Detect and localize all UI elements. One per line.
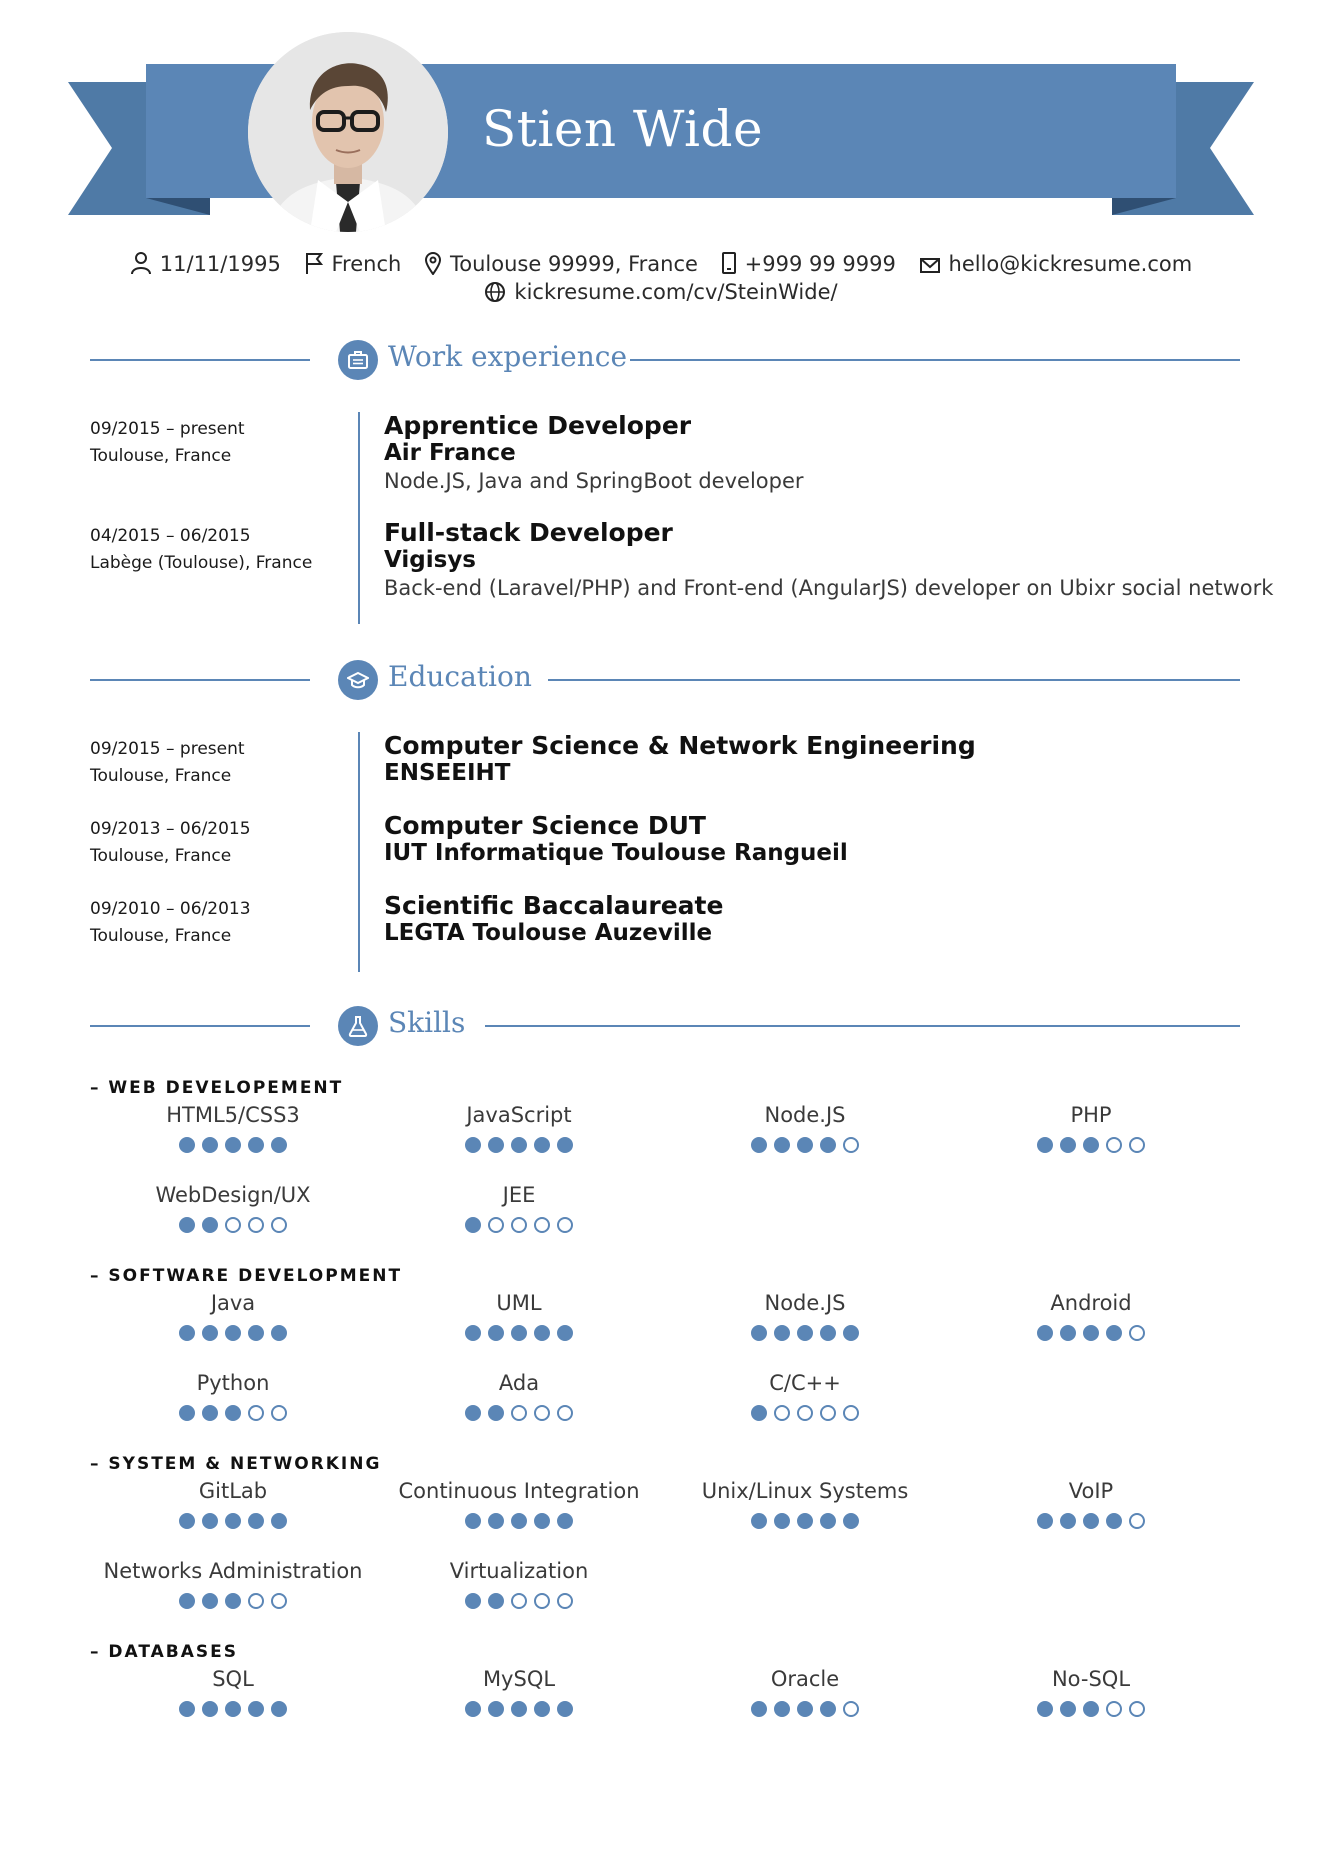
skill-name: UML xyxy=(496,1291,542,1315)
rating-dot-filled xyxy=(202,1593,218,1609)
rating-dot-filled xyxy=(465,1513,481,1529)
rating-dot-empty xyxy=(1129,1137,1145,1153)
rating-dot-filled xyxy=(225,1325,241,1341)
rating-dot-empty xyxy=(1106,1137,1122,1153)
skill-rating xyxy=(90,1593,376,1609)
skill-name: Unix/Linux Systems xyxy=(701,1479,909,1503)
address: Toulouse 99999, France xyxy=(424,250,698,278)
skill-name: Ada xyxy=(498,1371,540,1395)
degree-title: Scientific Baccalaureate xyxy=(384,891,724,920)
skill-item xyxy=(90,1289,376,1369)
degree-title: Computer Science & Network Engineering xyxy=(384,731,976,760)
divider-line xyxy=(548,679,1240,681)
rating-dot-filled xyxy=(179,1325,195,1341)
divider-line xyxy=(90,359,310,361)
divider-line xyxy=(90,679,310,681)
skill-rating xyxy=(662,1405,948,1421)
rating-dot-empty xyxy=(843,1701,859,1717)
rating-dot-filled xyxy=(248,1701,264,1717)
graduation-cap-icon xyxy=(347,669,369,691)
skill-name: HTML5/CSS3 xyxy=(166,1103,300,1127)
skill-rating xyxy=(376,1217,662,1233)
skill-rating xyxy=(948,1701,1234,1717)
skill-item xyxy=(662,1477,948,1557)
employer: Air France xyxy=(384,440,516,466)
rating-dot-filled xyxy=(534,1137,550,1153)
skill-name: Android xyxy=(1050,1291,1132,1315)
skill-item xyxy=(376,1289,662,1369)
rating-dot-filled xyxy=(1037,1137,1053,1153)
rating-dot-empty xyxy=(557,1593,573,1609)
rating-dot-empty xyxy=(511,1217,527,1233)
skill-rating xyxy=(90,1137,376,1153)
email: hello@kickresume.com xyxy=(919,250,1193,278)
skill-item xyxy=(90,1665,376,1745)
skill-rating xyxy=(90,1325,376,1341)
skill-name: VoIP xyxy=(1068,1479,1114,1503)
rating-dot-filled xyxy=(488,1137,504,1153)
skill-rating xyxy=(90,1405,376,1421)
rating-dot-empty xyxy=(271,1593,287,1609)
degree-title: Computer Science DUT xyxy=(384,811,706,840)
briefcase-icon xyxy=(347,349,369,371)
rating-dot-empty xyxy=(248,1217,264,1233)
rating-dot-filled xyxy=(534,1325,550,1341)
rating-dot-empty xyxy=(1129,1325,1145,1341)
rating-dot-filled xyxy=(1083,1701,1099,1717)
rating-dot-filled xyxy=(488,1593,504,1609)
rating-dot-empty xyxy=(271,1405,287,1421)
rating-dot-filled xyxy=(179,1593,195,1609)
rating-dot-empty xyxy=(225,1217,241,1233)
rating-dot-filled xyxy=(465,1701,481,1717)
section-badge xyxy=(338,660,378,700)
rating-dot-filled xyxy=(488,1513,504,1529)
skills-header xyxy=(90,1004,1240,1048)
skill-name: MySQL xyxy=(482,1667,556,1691)
skill-item xyxy=(90,1369,376,1449)
rating-dot-empty xyxy=(557,1217,573,1233)
skill-name: Java xyxy=(210,1291,256,1315)
skill-rating xyxy=(662,1325,948,1341)
rating-dot-filled xyxy=(488,1701,504,1717)
rating-dot-filled xyxy=(1083,1513,1099,1529)
rating-dot-filled xyxy=(1037,1513,1053,1529)
skill-name: Node.JS xyxy=(764,1291,846,1315)
rating-dot-filled xyxy=(225,1513,241,1529)
job-description: Node.JS, Java and SpringBoot developer xyxy=(384,469,804,493)
rating-dot-filled xyxy=(1060,1701,1076,1717)
skill-rating xyxy=(948,1137,1234,1153)
rating-dot-filled xyxy=(1037,1325,1053,1341)
skill-name: Networks Administration xyxy=(103,1559,363,1583)
rating-dot-filled xyxy=(179,1701,195,1717)
skill-rating xyxy=(376,1325,662,1341)
phone-icon xyxy=(721,251,737,275)
job-description: Back-end (Laravel/PHP) and Front-end (AngularJS) developer on Ubixr social network xyxy=(384,576,1274,600)
skill-item xyxy=(376,1557,662,1637)
rating-dot-filled xyxy=(751,1701,767,1717)
rating-dot-filled xyxy=(511,1137,527,1153)
institution: ENSEEIHT xyxy=(384,760,511,786)
flag-icon xyxy=(304,251,324,275)
divider-line xyxy=(485,1025,1240,1027)
rating-dot-filled xyxy=(202,1137,218,1153)
section-title: Skills xyxy=(388,1006,466,1039)
rating-dot-filled xyxy=(465,1405,481,1421)
location-pin-icon xyxy=(424,251,442,275)
rating-dot-filled xyxy=(271,1513,287,1529)
rating-dot-empty xyxy=(557,1405,573,1421)
rating-dot-empty xyxy=(1106,1701,1122,1717)
institution: IUT Informatique Toulouse Rangueil xyxy=(384,840,848,866)
skill-category-title: – WEB DEVELOPEMENT xyxy=(90,1078,344,1098)
job-title: Full-stack Developer xyxy=(384,518,673,547)
skill-category xyxy=(90,1075,1240,1261)
rating-dot-filled xyxy=(225,1137,241,1153)
skill-name: Oracle xyxy=(770,1667,840,1691)
rating-dot-filled xyxy=(797,1513,813,1529)
rating-dot-filled xyxy=(248,1137,264,1153)
rating-dot-filled xyxy=(465,1217,481,1233)
skill-category xyxy=(90,1263,1240,1449)
rating-dot-filled xyxy=(843,1325,859,1341)
rating-dot-filled xyxy=(179,1405,195,1421)
skill-item xyxy=(662,1665,948,1745)
skill-name: PHP xyxy=(1070,1103,1112,1127)
divider-line xyxy=(90,1025,310,1027)
skill-item xyxy=(662,1369,948,1449)
rating-dot-empty xyxy=(820,1405,836,1421)
skill-item xyxy=(376,1181,662,1261)
skill-name: C/C++ xyxy=(769,1371,841,1395)
rating-dot-filled xyxy=(465,1325,481,1341)
rating-dot-filled xyxy=(774,1325,790,1341)
timeline-line xyxy=(358,732,360,972)
envelope-icon xyxy=(919,255,941,275)
job-title: Apprentice Developer xyxy=(384,411,692,440)
skill-category-title: – DATABASES xyxy=(90,1642,239,1662)
rating-dot-filled xyxy=(248,1325,264,1341)
candidate-name: Stien Wide xyxy=(482,100,764,158)
skill-name: Virtualization xyxy=(449,1559,589,1583)
skill-item xyxy=(376,1665,662,1745)
skill-name: Continuous Integration xyxy=(398,1479,640,1503)
skill-rating xyxy=(376,1513,662,1529)
rating-dot-filled xyxy=(1037,1701,1053,1717)
rating-dot-empty xyxy=(271,1217,287,1233)
rating-dot-filled xyxy=(488,1325,504,1341)
rating-dot-filled xyxy=(271,1701,287,1717)
skill-rating xyxy=(662,1513,948,1529)
education-entries: 09/2015 – present Toulouse, France Computer Science & Network Engineering ENSEEIHT 09/2013 – 06/2015 Toulouse, France Computer Science DUT IUT Informatique Toulouse Rangueil 09/2010 – 06/2013 Toulouse, France Scientific Baccalaureate LEGTA Toulouse Auzeville xyxy=(90,732,1250,972)
rating-dot-filled xyxy=(751,1405,767,1421)
rating-dot-filled xyxy=(271,1325,287,1341)
rating-dot-filled xyxy=(248,1513,264,1529)
rating-dot-empty xyxy=(488,1217,504,1233)
skill-rating xyxy=(376,1701,662,1717)
skill-name: GitLab xyxy=(198,1479,268,1503)
timeline-line xyxy=(358,412,360,624)
rating-dot-filled xyxy=(557,1137,573,1153)
rating-dot-filled xyxy=(271,1137,287,1153)
rating-dot-empty xyxy=(774,1405,790,1421)
skill-rating xyxy=(376,1137,662,1153)
skill-name: JavaScript xyxy=(466,1103,572,1127)
rating-dot-filled xyxy=(1060,1513,1076,1529)
skill-item xyxy=(376,1101,662,1181)
skill-name: Node.JS xyxy=(764,1103,846,1127)
rating-dot-filled xyxy=(465,1137,481,1153)
rating-dot-empty xyxy=(248,1593,264,1609)
rating-dot-filled xyxy=(774,1137,790,1153)
skill-category-title: – SYSTEM & NETWORKING xyxy=(90,1454,382,1474)
rating-dot-filled xyxy=(820,1701,836,1717)
rating-dot-filled xyxy=(797,1137,813,1153)
flask-icon xyxy=(347,1015,369,1037)
rating-dot-filled xyxy=(202,1405,218,1421)
contact-info xyxy=(0,250,1322,306)
work-entries: 09/2015 – present Toulouse, France Apprentice Developer Air France Node.JS, Java and SpringBoot developer 04/2015 – 06/2015 Labège (Toulouse), France Full-stack Developer Vigisys Back-end (Laravel/PHP) and Front-end (AngularJS) developer on Ubixr social network xyxy=(90,412,1250,624)
skill-category-title: – SOFTWARE DEVELOPMENT xyxy=(90,1266,403,1286)
skill-name: WebDesign/UX xyxy=(155,1183,311,1207)
profile-photo xyxy=(248,32,448,232)
rating-dot-filled xyxy=(797,1701,813,1717)
rating-dot-filled xyxy=(774,1701,790,1717)
employer: Vigisys xyxy=(384,547,476,573)
rating-dot-filled xyxy=(1060,1325,1076,1341)
rating-dot-filled xyxy=(534,1513,550,1529)
rating-dot-filled xyxy=(225,1593,241,1609)
skill-item xyxy=(948,1477,1234,1557)
rating-dot-filled xyxy=(1106,1513,1122,1529)
rating-dot-filled xyxy=(225,1701,241,1717)
rating-dot-filled xyxy=(1060,1137,1076,1153)
rating-dot-filled xyxy=(511,1701,527,1717)
rating-dot-filled xyxy=(179,1217,195,1233)
rating-dot-empty xyxy=(534,1217,550,1233)
skill-rating xyxy=(662,1137,948,1153)
skill-rating xyxy=(376,1593,662,1609)
education-header xyxy=(90,658,1240,702)
rating-dot-filled xyxy=(202,1513,218,1529)
person-icon xyxy=(130,251,152,275)
section-title: Education xyxy=(388,660,532,693)
rating-dot-empty xyxy=(534,1405,550,1421)
rating-dot-empty xyxy=(1129,1513,1145,1529)
skill-item xyxy=(948,1101,1234,1181)
rating-dot-empty xyxy=(248,1405,264,1421)
skill-rating xyxy=(90,1701,376,1717)
skill-item xyxy=(376,1369,662,1449)
website: kickresume.com/cv/SteinWide/ xyxy=(484,278,837,306)
divider-line xyxy=(630,359,1240,361)
rating-dot-empty xyxy=(534,1593,550,1609)
phone: +999 99 9999 xyxy=(721,250,896,278)
skill-item xyxy=(90,1101,376,1181)
skill-item xyxy=(90,1181,376,1261)
birthdate: 11/11/1995 xyxy=(130,250,281,278)
skill-name: No-SQL xyxy=(1051,1667,1131,1691)
skill-item xyxy=(90,1557,376,1637)
skill-rating xyxy=(948,1513,1234,1529)
globe-icon xyxy=(484,281,506,303)
rating-dot-filled xyxy=(465,1593,481,1609)
skill-rating xyxy=(376,1405,662,1421)
rating-dot-filled xyxy=(202,1217,218,1233)
rating-dot-empty xyxy=(843,1405,859,1421)
skill-category xyxy=(90,1639,1240,1745)
rating-dot-filled xyxy=(202,1701,218,1717)
skill-item xyxy=(376,1477,662,1557)
rating-dot-filled xyxy=(843,1513,859,1529)
rating-dot-filled xyxy=(820,1137,836,1153)
skill-category xyxy=(90,1451,1240,1637)
skill-item xyxy=(662,1101,948,1181)
skill-name: JEE xyxy=(502,1183,536,1207)
rating-dot-empty xyxy=(1129,1701,1145,1717)
rating-dot-filled xyxy=(557,1325,573,1341)
rating-dot-filled xyxy=(488,1405,504,1421)
skill-name: Python xyxy=(196,1371,270,1395)
section-badge xyxy=(338,1006,378,1046)
work-experience-header xyxy=(90,338,1240,382)
skill-item xyxy=(662,1289,948,1369)
rating-dot-empty xyxy=(511,1593,527,1609)
rating-dot-empty xyxy=(511,1405,527,1421)
skill-name: SQL xyxy=(212,1667,254,1691)
rating-dot-filled xyxy=(511,1513,527,1529)
rating-dot-empty xyxy=(843,1137,859,1153)
nationality: French xyxy=(304,250,402,278)
rating-dot-filled xyxy=(751,1137,767,1153)
rating-dot-filled xyxy=(179,1513,195,1529)
skill-rating xyxy=(90,1217,376,1233)
skill-item xyxy=(948,1665,1234,1745)
rating-dot-filled xyxy=(202,1325,218,1341)
rating-dot-filled xyxy=(820,1513,836,1529)
rating-dot-filled xyxy=(511,1325,527,1341)
skill-rating xyxy=(90,1513,376,1529)
rating-dot-filled xyxy=(774,1513,790,1529)
rating-dot-filled xyxy=(225,1405,241,1421)
rating-dot-filled xyxy=(557,1701,573,1717)
section-badge xyxy=(338,340,378,380)
rating-dot-filled xyxy=(534,1701,550,1717)
rating-dot-filled xyxy=(751,1513,767,1529)
skill-rating xyxy=(662,1701,948,1717)
rating-dot-empty xyxy=(797,1405,813,1421)
rating-dot-filled xyxy=(1083,1137,1099,1153)
section-title: Work experience xyxy=(388,340,628,373)
rating-dot-filled xyxy=(797,1325,813,1341)
skills-list xyxy=(90,1075,1240,1747)
institution: LEGTA Toulouse Auzeville xyxy=(384,920,713,946)
rating-dot-filled xyxy=(557,1513,573,1529)
rating-dot-filled xyxy=(751,1325,767,1341)
skill-rating xyxy=(948,1325,1234,1341)
rating-dot-filled xyxy=(1083,1325,1099,1341)
rating-dot-filled xyxy=(1106,1325,1122,1341)
rating-dot-filled xyxy=(179,1137,195,1153)
skill-item xyxy=(90,1477,376,1557)
rating-dot-filled xyxy=(820,1325,836,1341)
skill-item xyxy=(948,1289,1234,1369)
